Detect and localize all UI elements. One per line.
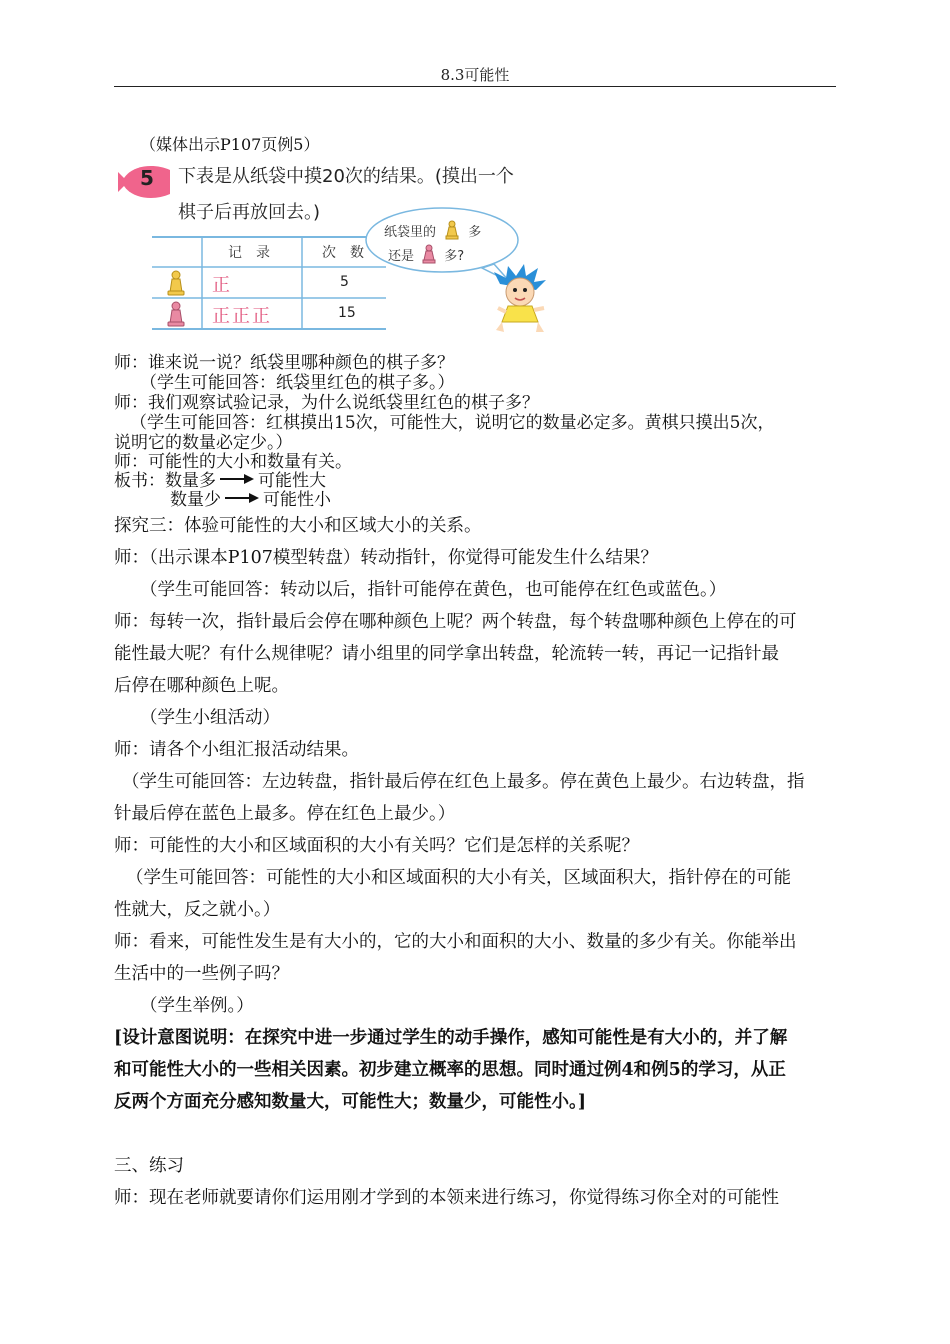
red-chess-piece-icon: [166, 301, 186, 327]
design-note-line-3: 反两个方面充分感知数量大，可能性大；数量少，可能性小。]: [114, 1092, 587, 1112]
body-line-14: 师：看来，可能性发生是有大小的，它的大小和面积的大小、数量的多少有关。你能举出: [114, 932, 797, 952]
dialogue-line-4: （学生可能回答：红棋摸出15次，可能性大，说明它的数量必定多。黄棋只摸出5次，: [130, 413, 775, 433]
example-number: 5: [140, 166, 154, 190]
bubble-line-2-end: 多?: [444, 249, 465, 264]
body-line-15: 生活中的一些例子吗？: [114, 964, 289, 984]
body-line-10: 针最后停在蓝色上最多。停在红色上最少。）: [114, 804, 456, 824]
bubble-line-2: [388, 244, 464, 264]
yellow-chess-piece-icon: [444, 220, 460, 240]
design-note-line-2: 和可能性大小的一些相关因素。初步建立概率的思想。同时通过例4和例5的学习，从正: [114, 1060, 786, 1080]
body-line-9: （学生可能回答：左边转盘，指针最后停在红色上最多。停在黄色上最少。右边转盘，指: [122, 772, 805, 792]
body-line-12: （学生可能回答：可能性的大小和区域面积的大小有关，区域面积大，指针停在的可能: [126, 868, 791, 888]
dialogue-line-5: 说明它的数量必定少。）: [114, 433, 293, 453]
right-arrow-icon: [225, 492, 259, 504]
yellow-chess-piece-icon: [166, 270, 186, 296]
bubble-line-1-start: 纸袋里的: [384, 225, 437, 240]
body-line-16: （学生举例。）: [140, 996, 254, 1016]
body-line-7: （学生小组活动）: [140, 708, 280, 728]
example-title-line-2: 棋子后再放回去。): [178, 202, 321, 223]
body-line-2: 师：（出示课本P107模型转盘）转动指针，你觉得可能发生什么结果？: [114, 548, 658, 568]
section-heading-practice: 三、练习: [114, 1156, 184, 1176]
body-line-4: 师：每转一次，指针最后会停在哪种颜色上呢？两个转盘，每个转盘哪种颜色上停在的可: [114, 612, 797, 632]
tally-mark-red: 正正正: [212, 306, 272, 327]
board-high-possibility: 可能性大: [258, 471, 326, 491]
section-practice-text: 师：现在老师就要请你们运用刚才学到的本领来进行练习，你觉得练习你全对的可能性: [114, 1188, 779, 1208]
column-header-count: 次 数: [322, 245, 364, 261]
board-less-quantity: 数量少: [170, 490, 221, 510]
board-low-possibility: 可能性小: [263, 490, 331, 510]
bubble-line-2-start: 还是: [388, 249, 415, 264]
header-rule: [114, 86, 836, 87]
column-header-record: 记 录: [228, 245, 270, 261]
body-line-3: （学生可能回答：转动以后，指针可能停在黄色，也可能停在红色或蓝色。）: [140, 580, 727, 600]
count-red: 15: [338, 305, 356, 321]
board-more-quantity: 数量多: [165, 471, 216, 491]
body-line-5: 能性最大呢？有什么规律呢？请小组里的同学拿出转盘，轮流转一转，再记一记指针最: [114, 644, 779, 664]
explore-heading: 探究三：体验可能性的大小和区域大小的关系。: [114, 516, 482, 536]
board-label: 板书：: [114, 471, 165, 491]
bubble-line-1-end: 多: [468, 225, 482, 240]
dialogue-line-3: 师：我们观察试验记录，为什么说纸袋里红色的棋子多？: [114, 393, 539, 413]
red-chess-piece-icon: [421, 244, 437, 264]
body-line-6: 后停在哪种颜色上呢。: [114, 676, 289, 696]
dialogue-line-6: 师：可能性的大小和数量有关。: [114, 452, 352, 472]
bubble-line-1: [384, 220, 481, 240]
design-note-line-1: [设计意图说明：在探究中进一步通过学生的动手操作，感知可能性是有大小的，并了解: [114, 1028, 788, 1048]
tally-mark-yellow: 正: [212, 275, 232, 296]
body-line-13: 性就大，反之就小。）: [114, 900, 281, 920]
figure-caption: （媒体出示P107页例5）: [140, 135, 320, 154]
example-figure: [118, 156, 550, 336]
header-title: 8.3可能性: [440, 66, 510, 84]
right-arrow-icon: [220, 473, 254, 485]
board-row-2: [170, 485, 331, 510]
count-yellow: 5: [340, 274, 349, 290]
cartoon-child-illustration: [490, 264, 550, 336]
dialogue-line-1: 师：谁来说一说？纸袋里哪种颜色的棋子多？: [114, 353, 454, 373]
dialogue-line-2: （学生可能回答：纸袋里红色的棋子多。）: [140, 373, 455, 393]
tally-table: [152, 236, 386, 330]
example-title-line-1: 下表是从纸袋中摸20次的结果。(摸出一个: [178, 166, 514, 187]
body-line-11: 师：可能性的大小和区域面积的大小有关吗？它们是怎样的关系呢？: [114, 836, 639, 856]
body-line-8: 师：请各个小组汇报活动结果。: [114, 740, 359, 760]
